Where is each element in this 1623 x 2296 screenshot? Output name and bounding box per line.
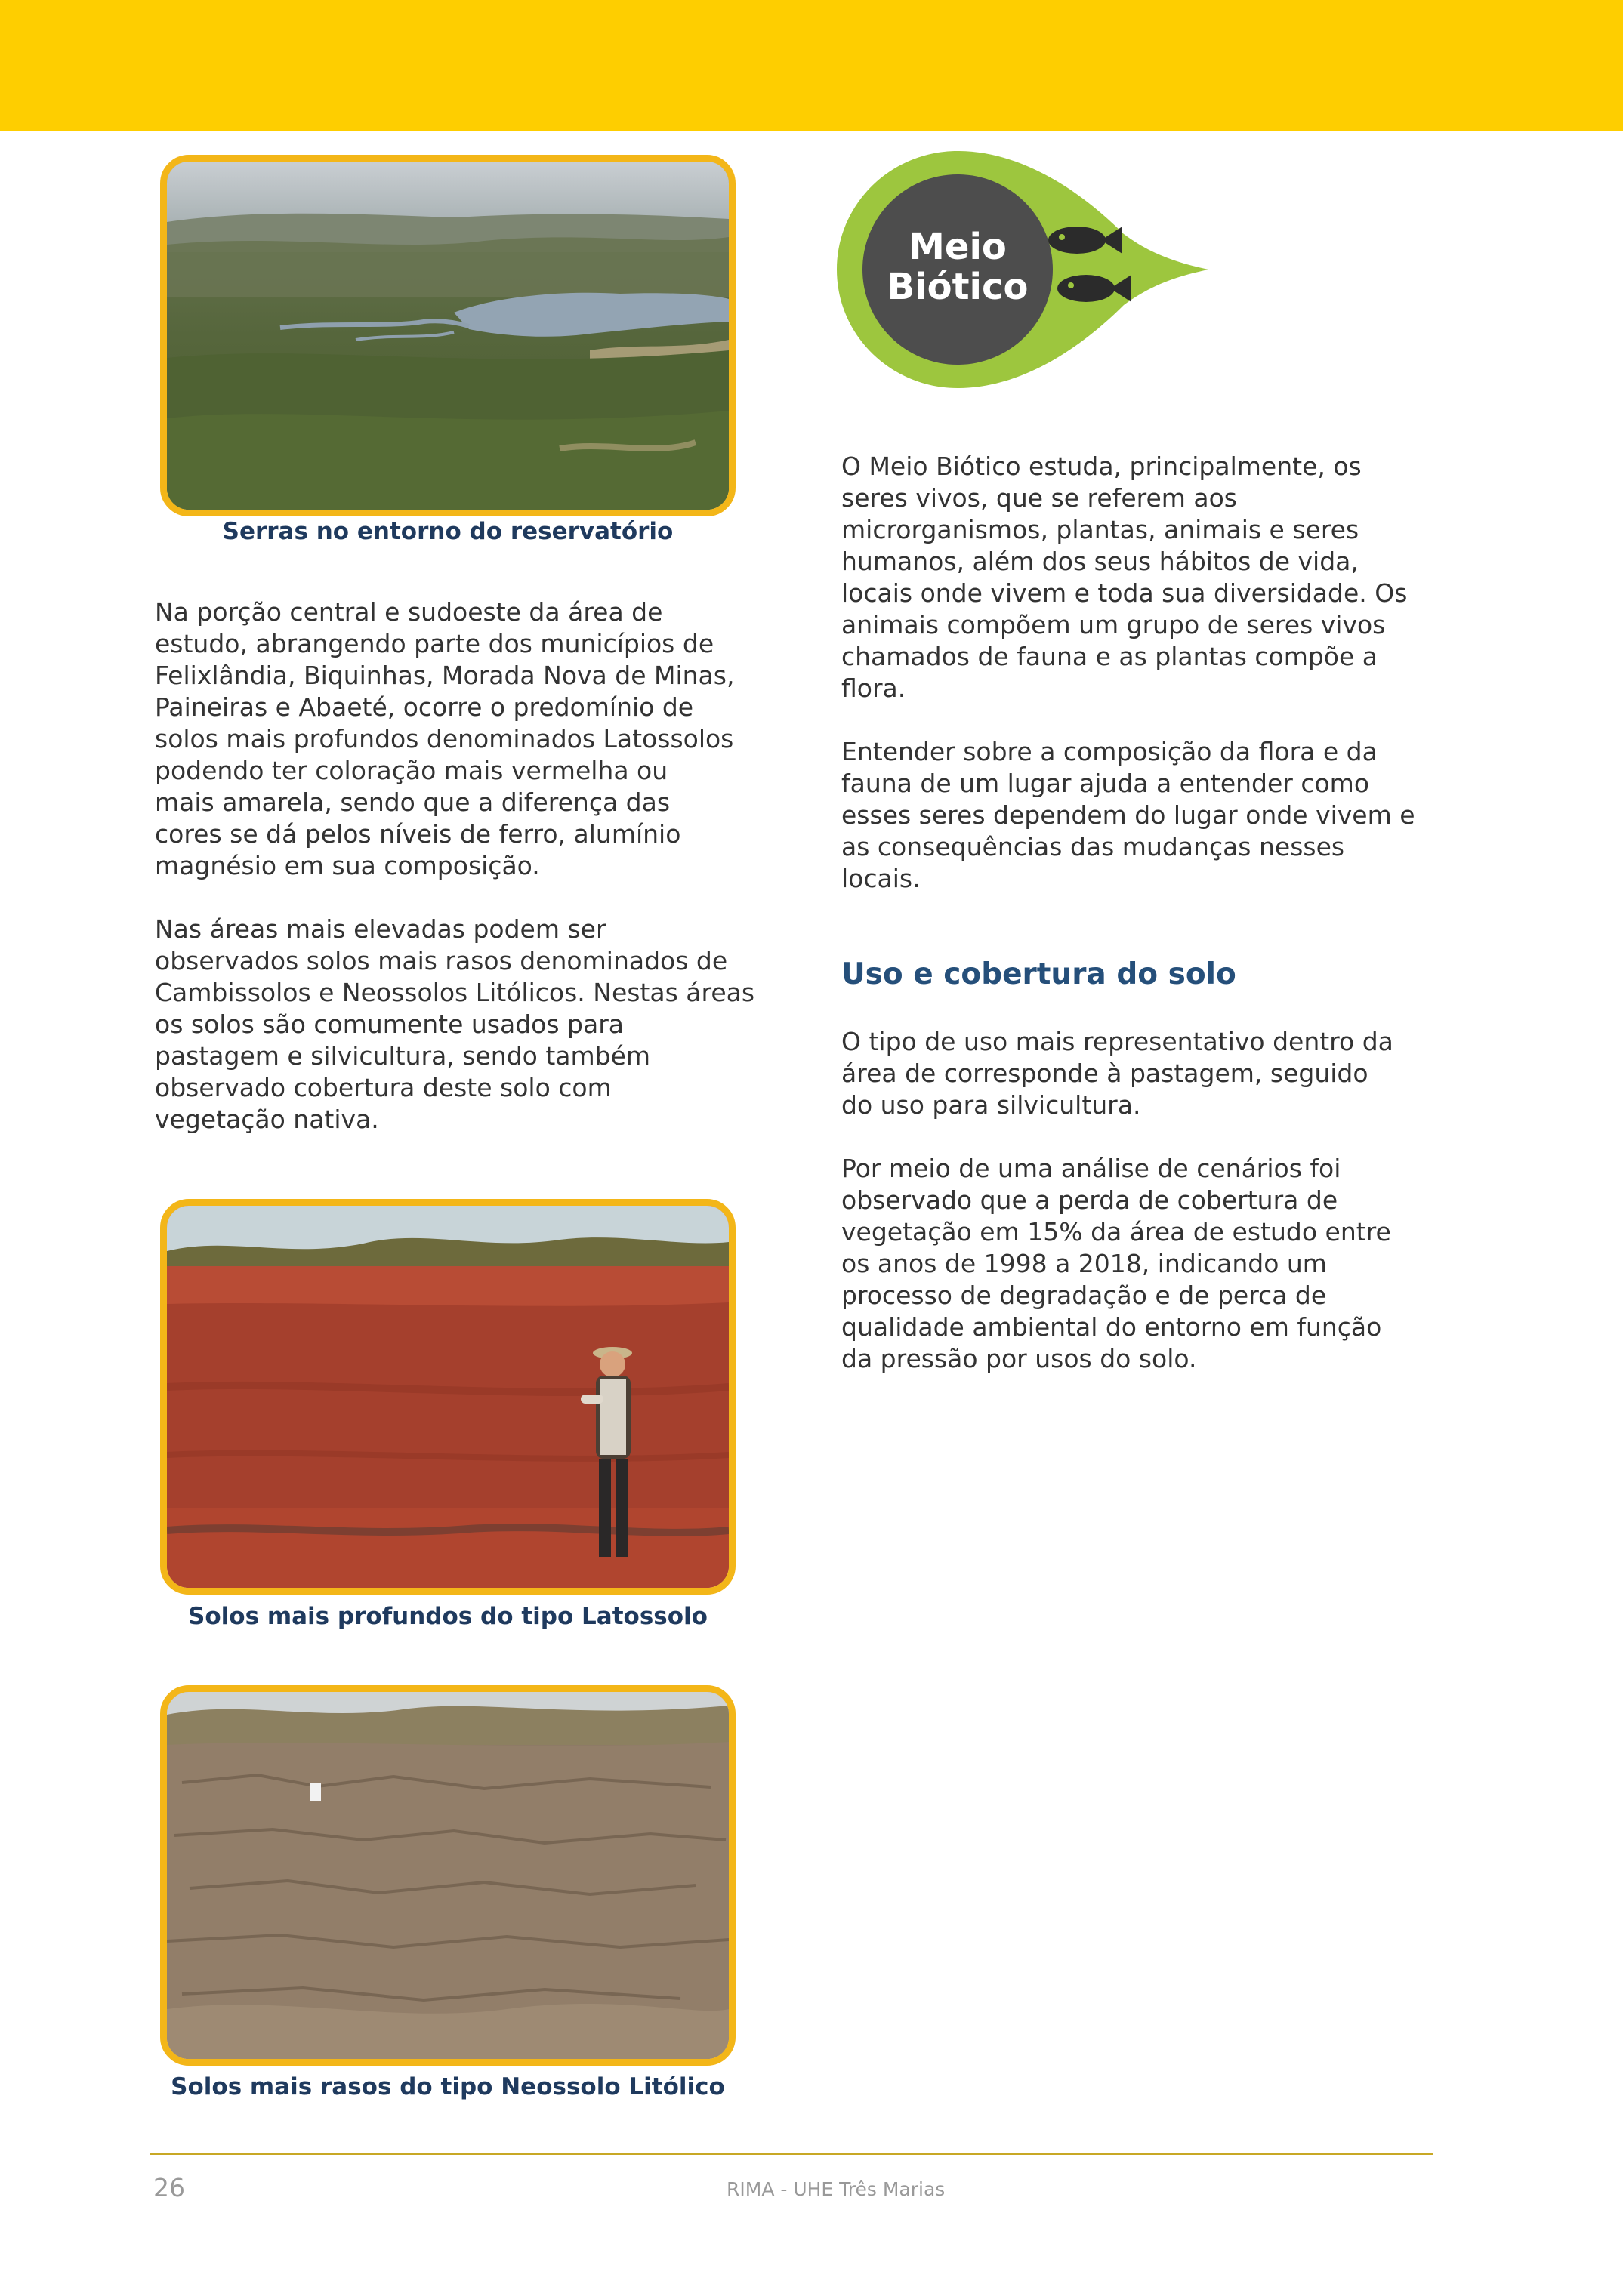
cenarios-paragraph: Por meio de uma análise de cenários foi observado que a perda de cobertura de vegetação em 15% da área de estudo entre os anos de 1998 a 2018, indicando um processo de degradação e de perca de qualidade ambiental do entorno em função da pressão por usos do solo. — [841, 1154, 1391, 1373]
neossolo-soil-photo — [160, 1685, 736, 2066]
cambissolo-paragraph: Nas áreas mais elevadas podem ser observados solos mais rasos denominados de Cambissolos e Neossolos Litólicos. Nestas áreas os solos são comumente usados para pastagem e silvicultura, sendo também observado cobertura deste solo com vegetação nativa. — [155, 914, 755, 1134]
latossolo-photo-caption: Solos mais profundos do tipo Latossolo — [188, 1603, 708, 1630]
uso-cobertura-heading: Uso e cobertura do solo — [841, 957, 1236, 991]
badge-line1: Meio — [909, 226, 1007, 268]
top-header-bar — [0, 0, 1623, 131]
latossolo-paragraph: Na porção central e sudoeste da área de estudo, abrangendo parte dos municípios de Felixlândia, Biquinhas, Morada Nova de Minas, Paineiras e Abaeté, ocorre o predomínio de solos mais profundos denominados Latossolos podendo ter coloração mais vermelha ou mais amarela, sendo que a diferença das cores se dá pelos níveis de ferro, alumínio magnésio em sua composição. — [155, 597, 735, 880]
page-number: 26 — [153, 2173, 185, 2202]
flora-fauna-paragraph: Entender sobre a composição da flora e da fauna de um lugar ajuda a entender como esses seres dependem do lugar onde vivem e as consequências das mudanças nesses locais. — [841, 737, 1415, 893]
reservoir-landscape-photo — [160, 155, 736, 516]
uso-solo-paragraph: O tipo de uso mais representativo dentro da área de corresponde à pastagem, seguido do uso para silvicultura. — [841, 1027, 1393, 1120]
latossolo-soil-photo — [160, 1199, 736, 1595]
footer-title: RIMA - UHE Três Marias — [727, 2178, 946, 2200]
footer-divider — [150, 2153, 1433, 2155]
reservoir-photo-caption: Serras no entorno do reservatório — [222, 518, 674, 545]
neossolo-photo-caption: Solos mais rasos do tipo Neossolo Litólico — [171, 2073, 725, 2100]
meio-biotico-paragraph: O Meio Biótico estuda, principalmente, os seres vivos, que se referem aos microrganismos, plantas, animais e seres humanos, além dos seus hábitos de vida, locais onde vivem e toda sua diversidade. Os animais compõem um grupo de seres vivos chamados de fauna e as plantas compõe a flora. — [841, 451, 1408, 703]
badge-line2: Biótico — [887, 266, 1029, 308]
meio-biotico-badge — [837, 151, 1208, 388]
